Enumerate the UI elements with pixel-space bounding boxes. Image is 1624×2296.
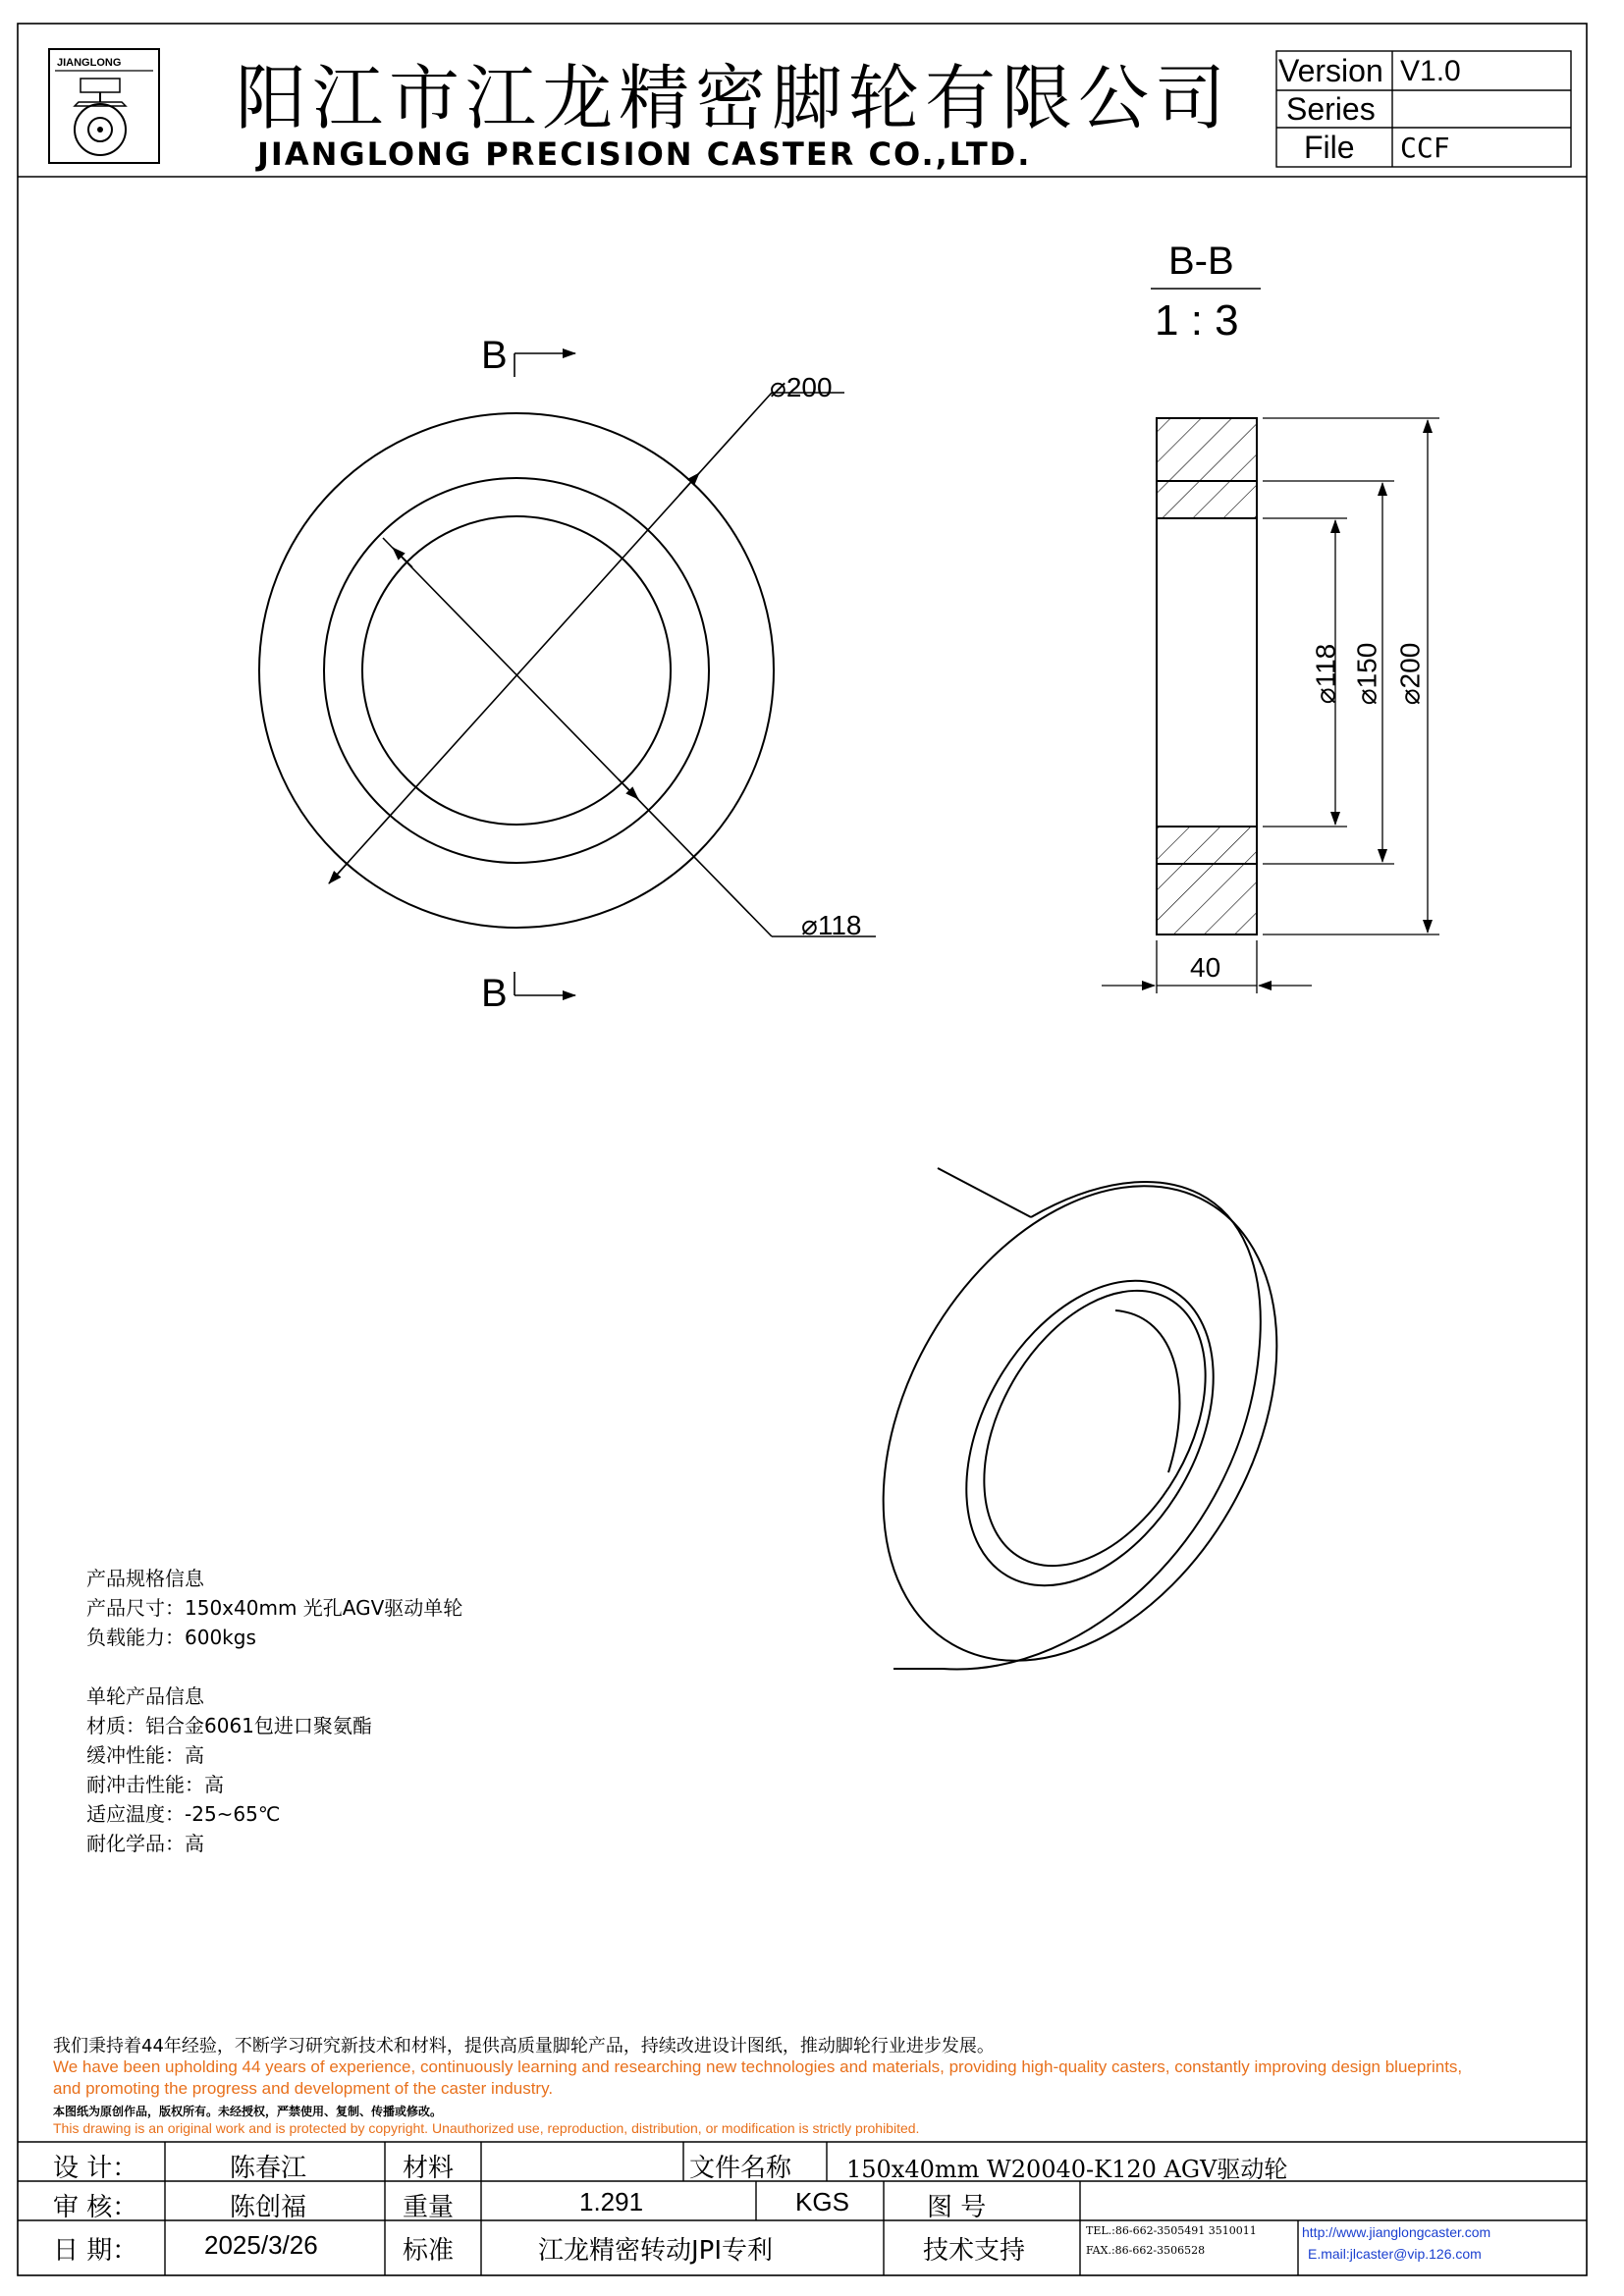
copyright-en: This drawing is an original work and is protected by copyright. Unauthorized use, reproduction, distribution, or modification is strictly prohibited.: [53, 2120, 920, 2136]
dim-section-150-value: 150: [1351, 642, 1382, 689]
section-letter-bottom: B: [481, 972, 508, 1015]
support-label: 技术支持: [923, 2236, 1026, 2266]
dim-width: 40: [1190, 952, 1221, 983]
section-marker-top: [514, 353, 575, 377]
contact-fax: FAX.:86-662-3506528: [1086, 2244, 1206, 2257]
statement-cn: 我们秉持着44年经验，不断学习研究新技术和材料，提供高质量脚轮产品，持续改进设计图纸，推动脚轮行业进步发展。: [53, 2036, 995, 2056]
section-dimensions: [1102, 418, 1439, 993]
website-link[interactable]: http://www.jianglongcaster.com: [1302, 2224, 1491, 2240]
date-value: 2025/3/26: [204, 2230, 318, 2260]
spec-cushion: 缓冲性能：高: [86, 1743, 204, 1767]
section-view: [1157, 418, 1257, 934]
diameter-symbol: ⌀: [1310, 687, 1341, 705]
file-value: CCF: [1400, 132, 1450, 164]
diameter-symbol: ⌀: [770, 372, 786, 402]
drawing-no-label: 图 号: [927, 2193, 987, 2222]
weight-unit: KGS: [795, 2187, 849, 2216]
section-letter-top: B: [481, 334, 508, 377]
section-title: B-B: [1168, 240, 1234, 283]
design-label: 设 计：: [53, 2154, 138, 2183]
email-link[interactable]: E.mail:jlcaster@vip.126.com: [1308, 2246, 1482, 2262]
review-label: 审 核：: [53, 2193, 138, 2222]
dim-inner-value: 118: [817, 910, 862, 940]
dim-outer-value: 200: [785, 372, 833, 402]
spec-chemical: 耐化学品：高: [86, 1832, 204, 1855]
date-label: 日 期：: [53, 2236, 138, 2266]
file-label: File: [1304, 130, 1355, 165]
front-view: [259, 413, 774, 928]
diameter-symbol: ⌀: [801, 910, 818, 940]
statement-en-line1: We have been upholding 44 years of experience, continuously learning and researching new technologies and materials, providing high-quality casters, constantly improving design blueprints,: [53, 2057, 1463, 2076]
section-marker-bottom: [514, 972, 575, 995]
diameter-symbol: ⌀: [1351, 688, 1382, 706]
spec-material: 材质：铝合金6061包进口聚氨酯: [86, 1714, 372, 1737]
dim-118-leader: [383, 538, 876, 936]
outer-frame: [18, 24, 1587, 2275]
dim-200-leader: [329, 393, 844, 883]
spec-temperature: 适应温度：-25~65℃: [86, 1802, 281, 1826]
spec-impact: 耐冲击性能：高: [86, 1773, 224, 1796]
diameter-symbol: ⌀: [1394, 688, 1426, 706]
spec-heading-product: 产品规格信息: [86, 1567, 204, 1590]
filename-value: 150x40mm W20040-K120 AGV驱动轮: [846, 2156, 1288, 2183]
dim-section-118: [1310, 615, 1342, 733]
weight-value: 1.291: [579, 2187, 644, 2216]
section-scale: 1 : 3: [1155, 296, 1239, 345]
dim-section-118-value: 118: [1310, 643, 1341, 688]
isometric-view: [803, 1116, 1358, 1731]
standard-label: 标准: [403, 2236, 455, 2266]
company-name-en: JIANGLONG PRECISION CASTER CO.,LTD.: [257, 135, 1032, 173]
contact-tel: TEL.:86-662-3505491 3510011: [1086, 2224, 1257, 2237]
filename-label: 文件名称: [689, 2154, 792, 2183]
weight-label: 重量: [403, 2193, 455, 2222]
front-outer-circle: [259, 413, 774, 928]
series-label: Series: [1286, 91, 1376, 127]
dim-section-200-value: 200: [1394, 642, 1426, 689]
front-mid-circle: [324, 478, 709, 863]
dim-inner-label: [801, 909, 862, 941]
standard-value: 江龙精密转动JPI专利: [538, 2236, 774, 2266]
copyright-cn: 本图纸为原创作品，版权所有。未经授权，严禁使用、复制、传播或修改。: [53, 2105, 443, 2118]
dim-outer-label: [770, 371, 833, 403]
statement-en-line2: and promoting the progress and development of the caster industry.: [53, 2079, 554, 2098]
company-name-cn: 阳江市江龙精密脚轮有限公司: [236, 57, 1232, 139]
material-label: 材料: [403, 2154, 455, 2183]
spec-size: 产品尺寸：150x40mm 光孔AGV驱动单轮: [86, 1596, 463, 1620]
dim-section-150: [1351, 615, 1383, 733]
dim-section-200: [1394, 615, 1427, 733]
spec-load: 负载能力：600kgs: [86, 1626, 256, 1649]
version-label: Version: [1278, 53, 1383, 88]
version-value: V1.0: [1400, 55, 1461, 87]
design-value: 陈春江: [230, 2154, 307, 2183]
review-value: 陈创福: [230, 2193, 307, 2222]
logo-text: JIANGLONG: [57, 57, 122, 69]
spec-heading-wheel: 单轮产品信息: [86, 1684, 204, 1708]
